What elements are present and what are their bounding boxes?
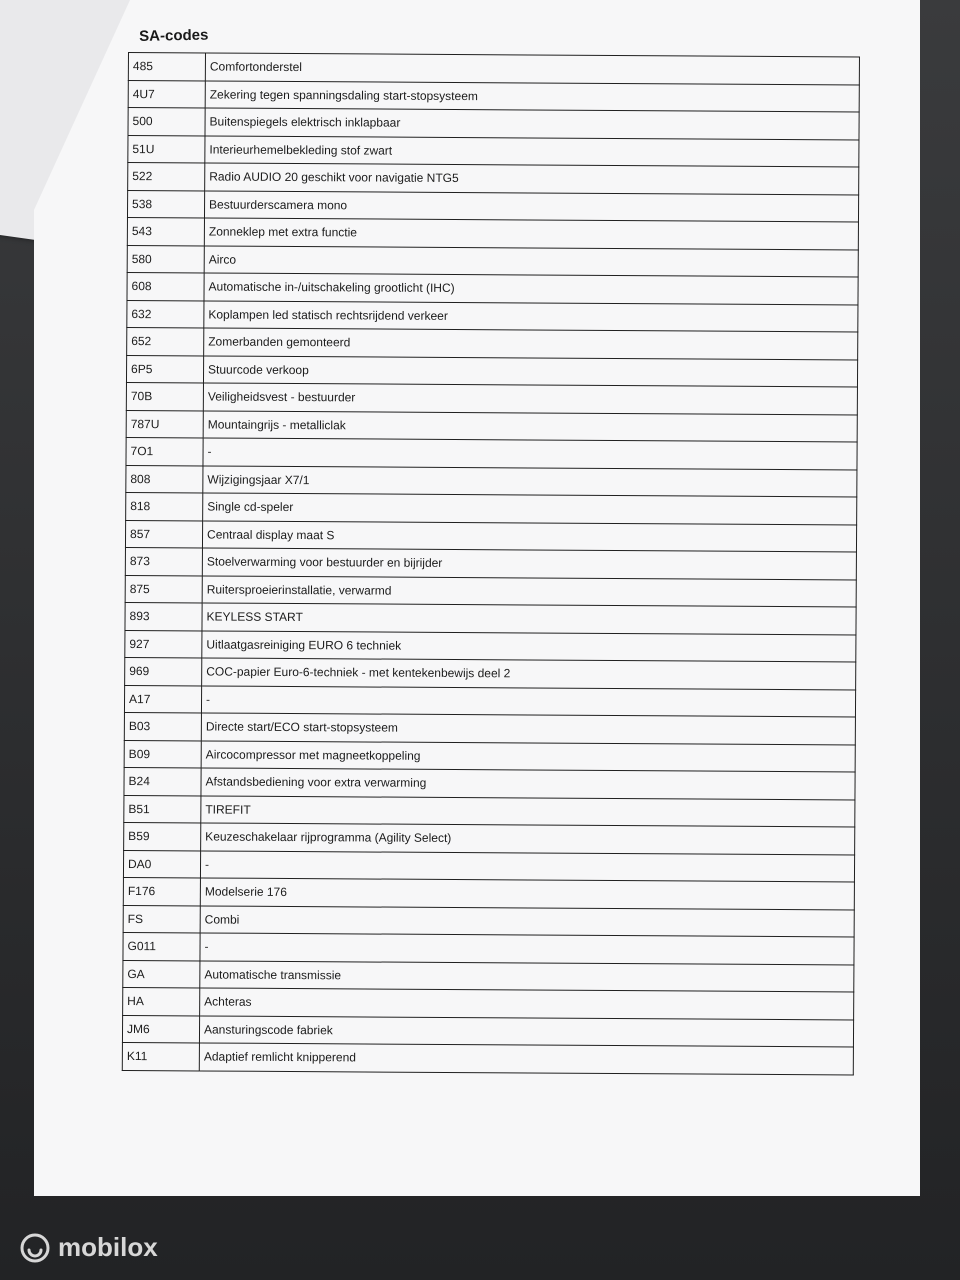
table-row	[126, 355, 857, 387]
code-cell: B51	[124, 795, 201, 823]
code-cell: B24	[124, 767, 201, 795]
code-cell: 543	[127, 217, 204, 245]
description-cell: Wijzigingsjaar X7/1	[203, 465, 857, 496]
code-cell: GA	[123, 960, 200, 988]
description-cell: Zonneklep met extra functie	[204, 218, 858, 249]
table-row	[124, 740, 855, 772]
table-row	[127, 245, 858, 277]
description-cell: Koplampen led statisch rechtsrijdend verkeer	[204, 300, 858, 331]
table-row	[128, 80, 859, 112]
description-cell: Achteras	[200, 988, 854, 1019]
table-row	[128, 53, 859, 85]
description-cell: Veiligheidsvest - bestuurder	[203, 383, 857, 414]
description-cell: Aircocompressor met magneetkoppeling	[201, 740, 855, 771]
table-row	[125, 657, 856, 689]
table-row	[126, 492, 857, 524]
code-cell: 857	[125, 520, 202, 548]
table-row	[122, 1042, 853, 1074]
description-cell: Stoelverwarming voor bestuurder en bijrijder	[202, 548, 856, 579]
code-cell: A17	[124, 685, 201, 713]
code-cell: 873	[125, 547, 202, 575]
description-cell: Aansturingscode fabriek	[199, 1015, 853, 1046]
code-cell: 787U	[126, 410, 203, 438]
table-row	[127, 272, 858, 304]
code-cell: B09	[124, 740, 201, 768]
code-cell: 652	[127, 327, 204, 355]
code-cell: FS	[123, 905, 200, 933]
description-cell: Buitenspiegels elektrisch inklapbaar	[205, 108, 859, 139]
description-cell: Interieurhemelbekleding stof zwart	[205, 135, 859, 166]
table-row	[128, 163, 859, 195]
table-row	[126, 382, 857, 414]
description-cell: Automatische transmissie	[200, 960, 854, 991]
code-cell: DA0	[123, 850, 200, 878]
code-cell: 538	[127, 190, 204, 218]
table-row	[124, 712, 855, 744]
description-cell: Airco	[204, 245, 858, 276]
code-cell: K11	[122, 1042, 199, 1070]
code-cell: 4U7	[128, 80, 205, 108]
code-cell: JM6	[122, 1015, 199, 1043]
table-row	[123, 905, 854, 937]
table-row	[124, 685, 855, 717]
table-row	[127, 300, 858, 332]
description-cell: -	[200, 850, 854, 881]
description-cell: KEYLESS START	[202, 603, 856, 634]
description-cell: Automatische in-/uitschakeling grootlicht (IHC)	[204, 273, 858, 304]
code-cell: 893	[125, 602, 202, 630]
description-cell: Adaptief remlicht knipperend	[199, 1043, 853, 1074]
description-cell: -	[201, 685, 855, 716]
code-cell: F176	[123, 877, 200, 905]
table-row	[124, 767, 855, 799]
sa-codes-table	[122, 52, 860, 1075]
description-cell: Ruitersproeierinstallatie, verwarmd	[202, 575, 856, 606]
description-cell: Directe start/ECO start-stopsysteem	[201, 713, 855, 744]
code-cell: B59	[124, 822, 201, 850]
table-row	[126, 410, 857, 442]
description-cell: Stuurcode verkoop	[203, 355, 857, 386]
table-row	[123, 850, 854, 882]
table-row	[125, 520, 856, 552]
code-cell: B03	[124, 712, 201, 740]
code-cell: 7O1	[126, 437, 203, 465]
description-cell: Keuzeschakelaar rijprogramma (Agility Select)	[201, 823, 855, 854]
table-row	[126, 437, 857, 469]
code-cell: 969	[125, 657, 202, 685]
code-cell: 6P5	[126, 355, 203, 383]
table-row	[123, 987, 854, 1019]
table-body	[122, 53, 859, 1075]
code-cell: 632	[127, 300, 204, 328]
code-cell: 580	[127, 245, 204, 273]
code-cell: 875	[125, 575, 202, 603]
description-cell: Bestuurderscamera mono	[204, 190, 858, 221]
code-cell: 818	[126, 492, 203, 520]
description-cell: Afstandsbediening voor extra verwarming	[201, 768, 855, 799]
table-row	[125, 575, 856, 607]
code-cell: 927	[125, 630, 202, 658]
mobilox-logo-icon	[20, 1233, 50, 1263]
code-cell: 485	[128, 53, 205, 81]
code-cell: 51U	[128, 135, 205, 163]
code-cell: 500	[128, 108, 205, 136]
description-cell: -	[203, 438, 857, 469]
code-cell: G011	[123, 932, 200, 960]
description-cell: Comfortonderstel	[205, 53, 859, 84]
table-row	[125, 630, 856, 662]
description-cell: Zomerbanden gemonteerd	[204, 328, 858, 359]
table-row	[127, 217, 858, 249]
code-cell: HA	[123, 987, 200, 1015]
description-cell: Modelserie 176	[200, 878, 854, 909]
description-cell: Mountaingrijs - metalliclak	[203, 410, 857, 441]
document-title: SA-codes	[139, 26, 209, 45]
table-row	[122, 1015, 853, 1047]
table-row	[124, 822, 855, 854]
description-cell: -	[200, 933, 854, 964]
watermark-text: mobilox	[58, 1232, 158, 1262]
table-row	[126, 465, 857, 497]
table-row	[125, 602, 856, 634]
table-row	[125, 547, 856, 579]
code-cell: 608	[127, 272, 204, 300]
description-cell: Uitlaatgasreiniging EURO 6 techniek	[202, 630, 856, 661]
description-cell: TIREFIT	[201, 795, 855, 826]
code-cell: 522	[128, 163, 205, 191]
table-row	[124, 795, 855, 827]
description-cell: Single cd-speler	[203, 493, 857, 524]
code-cell: 808	[126, 465, 203, 493]
description-cell: Centraal display maat S	[202, 520, 856, 551]
description-cell: Radio AUDIO 20 geschikt voor navigatie NTG5	[205, 163, 859, 194]
description-cell: Zekering tegen spanningsdaling start-stopsysteem	[205, 80, 859, 111]
table-row	[128, 135, 859, 167]
code-cell: 70B	[126, 382, 203, 410]
description-cell: Combi	[200, 905, 854, 936]
description-cell: COC-papier Euro-6-techniek - met kentekenbewijs deel 2	[202, 658, 856, 689]
table-row	[127, 327, 858, 359]
table-row	[127, 190, 858, 222]
watermark	[20, 1232, 158, 1263]
table-row	[123, 877, 854, 909]
